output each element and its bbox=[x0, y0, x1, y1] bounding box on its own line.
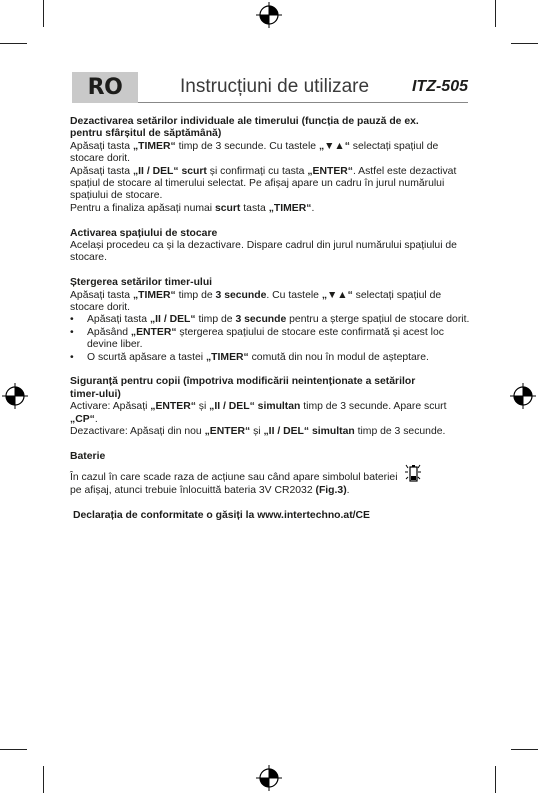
section-title-child-lock: Siguranță pentru copii (împotriva modificării neintenționate a setărilor timer-ului) bbox=[70, 376, 416, 400]
crop-mark-bottom-right-v bbox=[495, 766, 496, 793]
crop-mark-bottom-left-v bbox=[43, 766, 44, 793]
registration-mark-icon bbox=[256, 2, 282, 28]
crop-mark-top-right-v bbox=[495, 0, 496, 27]
section-title-battery: Baterie bbox=[70, 450, 106, 462]
paragraph: În cazul în care scade raza de acțiune sau când apare simbolul bateriei pe afișaj, atunci trebuie înlocuittă bateria 3V CR2032 (Fig.3). bbox=[70, 463, 470, 497]
crop-mark-top-left-h bbox=[0, 43, 27, 44]
battery-low-icon bbox=[404, 463, 422, 483]
list-item: • O scurtă apăsare a tastei „TIMER“ comută din nou în modul de așteptare. bbox=[70, 351, 429, 363]
crop-mark-bottom-right-h bbox=[511, 749, 538, 750]
list-item: • Apăsați tasta „II / DEL“ timp de 3 secunde pentru a șterge spațiul de stocare dorit. bbox=[70, 314, 470, 326]
page-title: Instrucțiuni de utilizare bbox=[180, 76, 370, 97]
paragraph: Activare: Apăsați „ENTER“ și „II / DEL“ simultan timp de 3 secunde. Apare scurt „CP“. bbox=[70, 401, 447, 425]
crop-mark-bottom-left-h bbox=[0, 749, 27, 750]
declaration-of-conformity: Declarația de conformitate o găsiți la www.intertechno.at/CE bbox=[73, 509, 370, 521]
section-title-text: Dezactivarea setărilor individuale ale timerului (funcția de pauză de ex. bbox=[70, 116, 419, 127]
paragraph: Apăsați tasta „TIMER“ timp de 3 secunde. Cu tastele „▼▲“ selectați spațiul de stocare dorit. bbox=[70, 289, 442, 314]
instructions-body bbox=[70, 116, 470, 522]
paragraph: Apăsați tasta „II / DEL“ scurt și confirmați cu tasta „ENTER“. Astfel este dezactivat spațiul de stocare al timerului selectat. Pe afișaj apare un cadru în jurul numărului spațiului de stocare. bbox=[70, 165, 457, 202]
registration-mark-icon bbox=[256, 765, 282, 791]
crop-mark-top-left-v bbox=[43, 0, 44, 27]
list-item: • Apăsând „ENTER“ ștergerea spațiului de stocare este confirmată și acest loc devine liber. bbox=[70, 326, 444, 351]
paragraph: Pentru a finaliza apăsați numai scurt tasta „TIMER“. bbox=[70, 202, 315, 214]
section-title-activate: Activarea spațiului de stocare bbox=[70, 227, 218, 239]
bullet-list bbox=[70, 314, 470, 364]
page-header bbox=[72, 72, 468, 103]
registration-mark-icon bbox=[2, 383, 28, 409]
header-rule bbox=[138, 102, 468, 103]
section-title-text: pentru sfârșitul de săptămână) bbox=[70, 128, 222, 140]
paragraph: Dezactivare: Apăsați din nou „ENTER“ și „II / DEL“ simultan timp de 3 secunde. bbox=[70, 426, 446, 438]
section-title-deactivate bbox=[70, 116, 470, 141]
model-number: ITZ-505 bbox=[411, 78, 468, 95]
paragraph: Apăsați tasta „TIMER“ timp de 3 secunde. Cu tastele „▼▲“ selectați spațiul de stocare dorit. bbox=[70, 140, 439, 165]
language-badge: RO bbox=[72, 72, 138, 103]
crop-mark-top-right-h bbox=[511, 43, 538, 44]
paragraph: Același procedeu ca și la dezactivare. Dispare cadrul din jurul numărului spațiului de stocare. bbox=[70, 240, 457, 264]
section-title-delete: Ștergerea setărilor timer-ului bbox=[70, 277, 213, 289]
registration-mark-icon bbox=[510, 383, 536, 409]
